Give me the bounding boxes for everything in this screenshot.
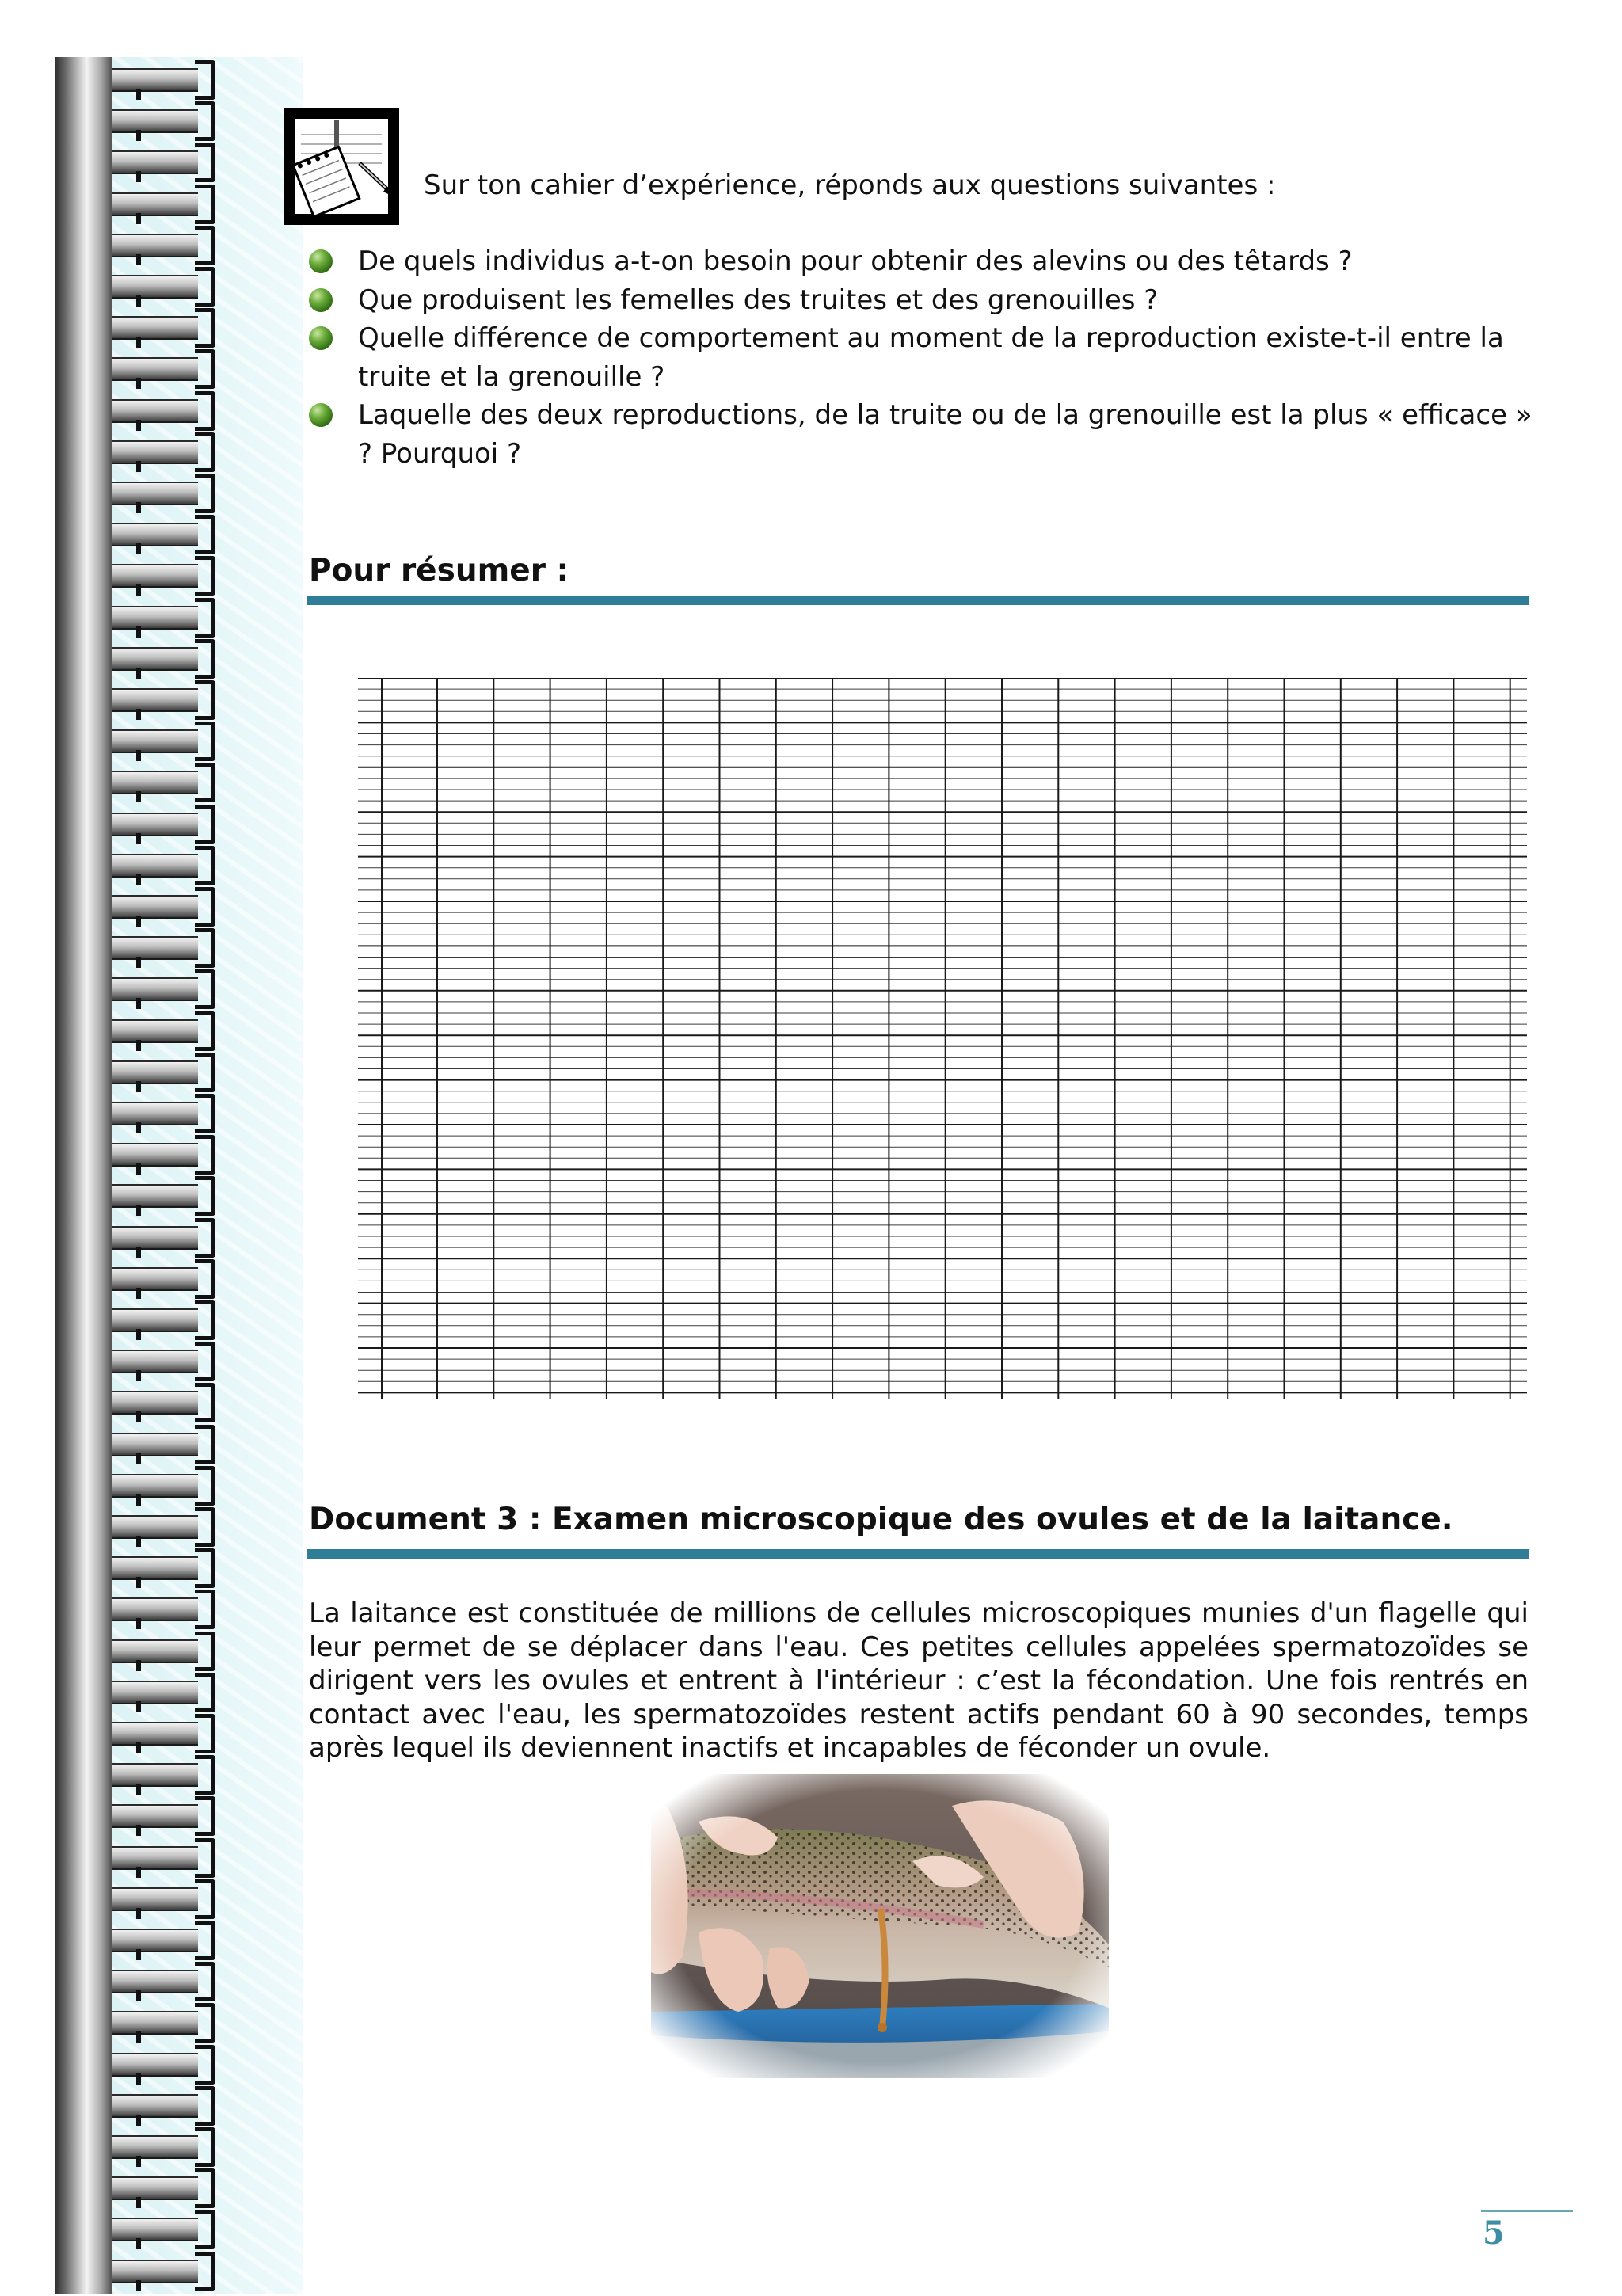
spiral-ring — [112, 2000, 223, 2047]
spiral-ring — [112, 1256, 223, 1304]
spiral-ring — [112, 139, 223, 187]
page-number: 5 — [1483, 2214, 1505, 2252]
spiral-ring — [112, 264, 223, 311]
spiral-ring — [112, 346, 223, 394]
spiral-ring — [112, 2083, 223, 2130]
spiral-ring — [112, 2165, 223, 2213]
question-item — [307, 396, 1543, 473]
question-text: Quelle différence de comportement au moment de la reproduction existe-t-il entre la truite et la grenouille ? — [358, 322, 1504, 393]
spiral-ring — [112, 1380, 223, 1427]
spiral-ring — [112, 718, 223, 766]
spiral-ring — [112, 1297, 223, 1345]
spiral-ring — [112, 1793, 223, 1841]
summary-heading: Pour résumer : — [309, 553, 569, 588]
question-text: De quels individus a-t-on besoin pour obtenir des alevins ou des têtards ? — [358, 246, 1353, 277]
page-number-rule — [1481, 2210, 1573, 2212]
spiral-ring — [112, 1215, 223, 1262]
spiral-ring — [112, 1711, 223, 1758]
instructions-intro: Sur ton cahier d’expérience, réponds aux questions suivantes : — [424, 169, 1276, 201]
spiral-ring — [112, 470, 223, 518]
summary-heading-rule — [307, 596, 1529, 605]
trout-photo — [651, 1774, 1109, 2078]
green-sphere-bullet-icon — [309, 403, 333, 427]
spiral-ring — [112, 760, 223, 807]
spiral-ring — [112, 1132, 223, 1179]
spiral-ring — [112, 843, 223, 890]
question-item — [307, 242, 1543, 281]
spiral-ring — [112, 1752, 223, 1799]
spiral-ring — [112, 2124, 223, 2172]
document-heading: Document 3 : Examen microscopique des ovules et de la laitance. — [309, 1502, 1453, 1537]
question-item — [307, 319, 1543, 396]
spiral-ring — [112, 1545, 223, 1593]
spiral-ring — [112, 1670, 223, 1717]
spiral-ring — [112, 884, 223, 931]
spiral-ring — [112, 181, 223, 229]
spiral-ring — [112, 1091, 223, 1138]
spiral-ring — [112, 1338, 223, 1386]
spiral-ring — [112, 1917, 223, 1965]
spiral-ring — [112, 802, 223, 849]
spiral-ring — [112, 2248, 223, 2296]
green-sphere-bullet-icon — [309, 288, 333, 312]
spiral-rings — [112, 57, 223, 2294]
question-text: Que produisent les femelles des truites et des grenouilles ? — [358, 284, 1159, 316]
spiral-ring — [112, 512, 223, 559]
spiral-ring — [112, 305, 223, 352]
question-text: Laquelle des deux reproductions, de la truite ou de la grenouille est la plus « efficace » ? Pourquoi ? — [358, 399, 1533, 470]
spiral-ring — [112, 57, 223, 105]
green-sphere-bullet-icon — [309, 326, 333, 350]
spiral-ring — [112, 98, 223, 146]
spiral-ring — [112, 388, 223, 436]
spiral-ring — [112, 595, 223, 642]
spiral-ring — [112, 1876, 223, 1924]
question-list — [307, 242, 1543, 473]
notebook-pencil-icon — [284, 108, 399, 225]
spiral-ring — [112, 1008, 223, 1056]
spiral-ring — [112, 1463, 223, 1510]
spiral-ring — [112, 1586, 223, 1634]
green-sphere-bullet-icon — [309, 249, 333, 273]
spiral-ring — [112, 1835, 223, 1883]
spiral-ring — [112, 925, 223, 973]
spiral-ring — [112, 966, 223, 1014]
spiral-ring — [112, 1628, 223, 1676]
spiral-ring — [112, 1049, 223, 1097]
spiral-ring — [112, 2207, 223, 2254]
question-item — [307, 281, 1543, 320]
spiral-ring — [112, 2042, 223, 2089]
document-heading-rule — [307, 1549, 1529, 1559]
document-paragraph: La laitance est constituée de millions de cellules microscopiques munies d'un flagelle qui leur permet de se déplacer dans l'eau. Ces petites cellules appelées spermatozoïdes se dirigent vers les ovules et entrent à l'intérieur : c’est la fécondation. Une fois rentrés en contact avec l'eau, les spermatozoïdes restent actifs pendant 60 à 90 secondes, temps après lequel ils deviennent inactifs et incapables de féconder un ovule. — [309, 1597, 1529, 1764]
spiral-ring — [112, 1959, 223, 2006]
spiral-ring — [112, 1422, 223, 1469]
spiral-ring — [112, 1504, 223, 1552]
spiral-binding-bar — [55, 57, 112, 2294]
spiral-ring — [112, 223, 223, 270]
spiral-ring — [112, 636, 223, 683]
spiral-ring — [112, 677, 223, 725]
spiral-ring — [112, 429, 223, 477]
spiral-ring — [112, 1173, 223, 1220]
spiral-ring — [112, 553, 223, 600]
writing-grid — [358, 678, 1527, 1399]
